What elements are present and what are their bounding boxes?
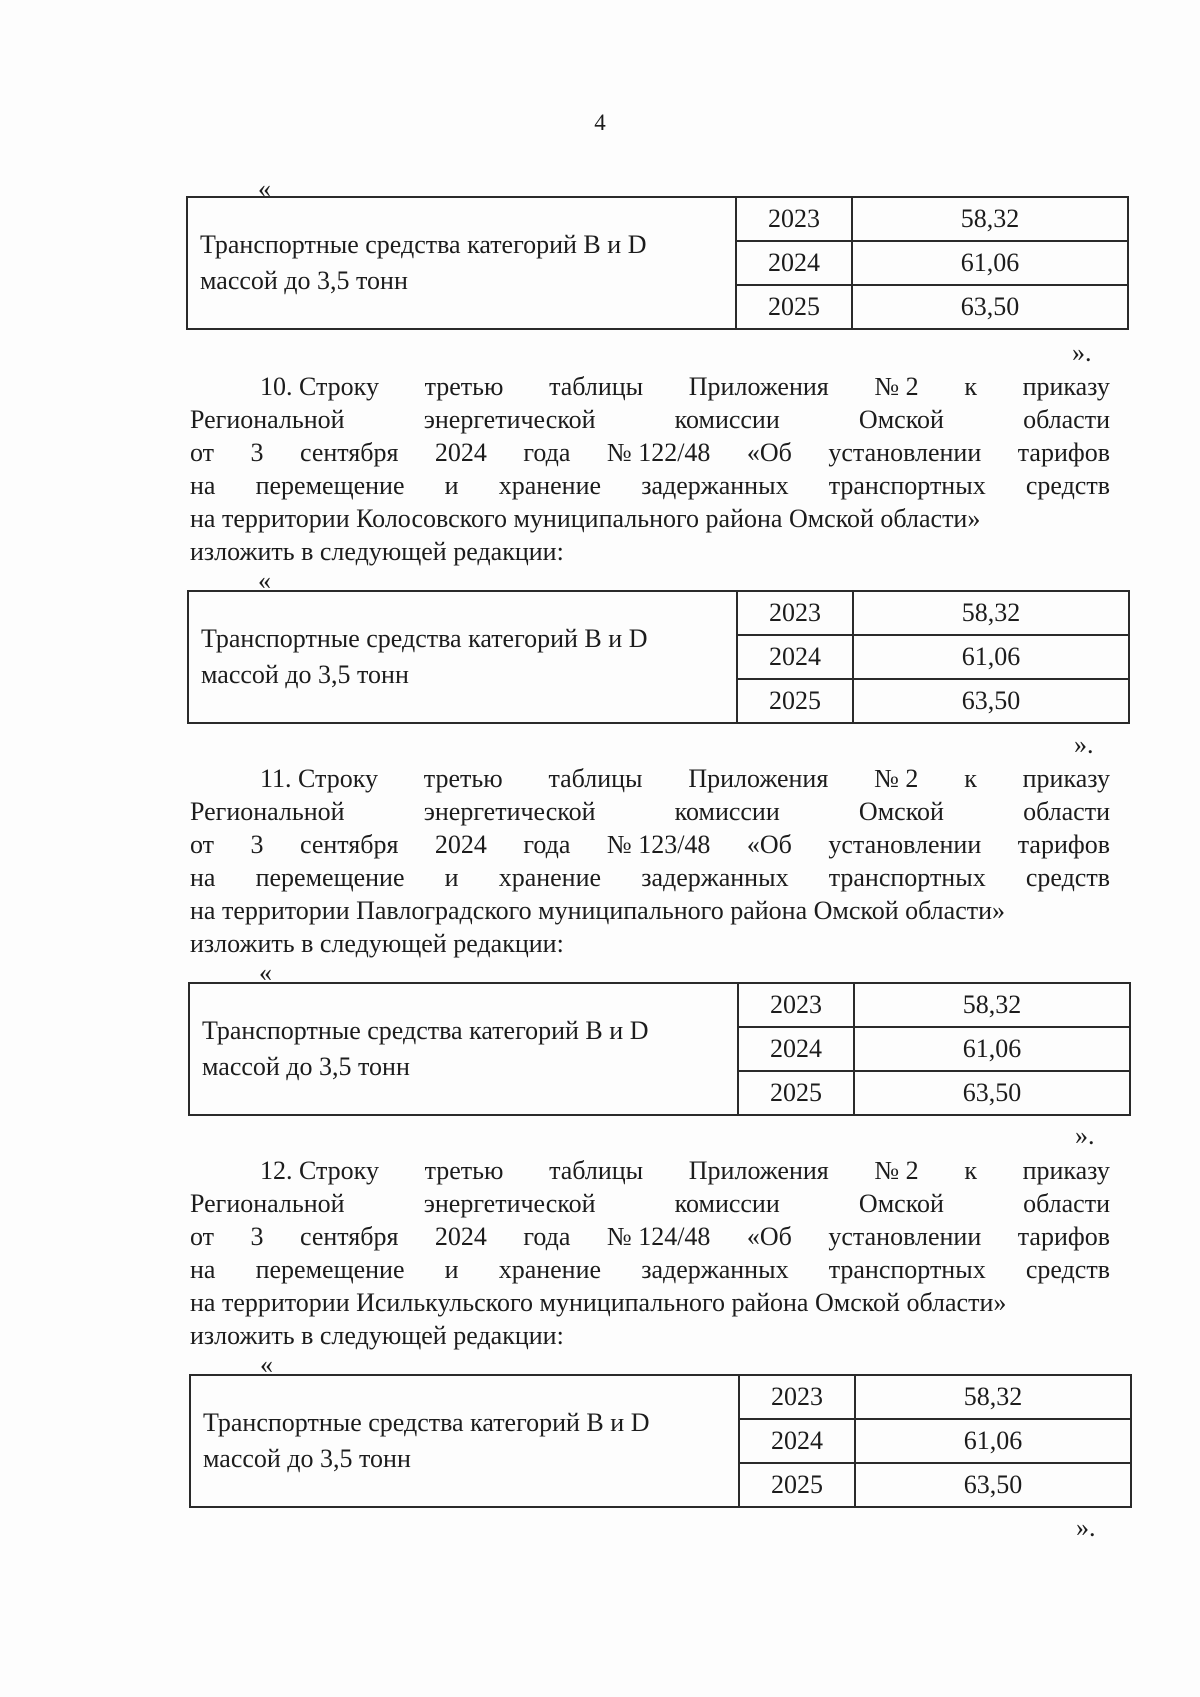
paragraph-word: средств [1025,471,1110,500]
paragraph-line [190,535,1110,568]
paragraph-line [190,795,1110,828]
paragraph-word: тарифов [1017,438,1110,467]
paragraph-word: энергетической [423,405,596,434]
paragraph-word: на [190,1255,216,1284]
paragraph-word: третью [424,372,504,401]
paragraph-word: перемещение [255,863,405,892]
paragraph-word: средств [1025,1255,1110,1284]
paragraph-word: 3 [250,1222,264,1251]
paragraph-word: комиссии [674,797,780,826]
tariff-value-cell: 63,50 [853,679,1129,723]
tariff-value-cell: 63,50 [854,1071,1130,1115]
paragraph-word: Омской [858,405,944,434]
year-cell: 2024 [737,635,853,679]
table-row [188,591,1129,635]
paragraph-word: № 2 [874,764,919,793]
paragraph-word: на территории Павлоградского муниципального района Омской области» [190,896,1006,925]
paragraph-word: транспортных [828,1255,986,1284]
paragraph-word: и [444,471,459,500]
year-cell: 2023 [739,1375,855,1419]
paragraph-word: установлении [828,1222,982,1251]
vehicle-category-cell: Транспортные средства категорий B и D массой до 3,5 тонн [188,591,737,723]
paragraph-word: на [190,863,216,892]
paragraph-word: Приложения [688,1156,829,1185]
paragraph-word: приказу [1022,764,1110,793]
paragraph-word: хранение [498,863,602,892]
paragraph-word: Приложения [688,764,829,793]
paragraph-word: сентября [299,830,399,859]
paragraph-word: на территории Исилькульского муниципального района Омской области» [190,1288,1007,1317]
year-cell: 2025 [736,285,852,329]
paragraph-word: изложить в следующей редакции: [190,929,564,958]
tariff-value-cell: 61,06 [853,635,1129,679]
tariff-value-cell: 58,32 [853,591,1129,635]
year-cell: 2023 [738,983,854,1027]
paragraph-line [190,469,1110,502]
paragraph-line [190,894,1110,927]
paragraph-word: № 122/48 [606,438,711,467]
paragraph-line [190,502,1110,535]
paragraph-word: 3 [250,830,264,859]
paragraph-word: хранение [498,1255,602,1284]
table-row [190,1375,1131,1419]
paragraph-word: «Об [746,1222,792,1251]
paragraph-word: области [1023,1189,1110,1218]
paragraph-word: таблицы [548,764,643,793]
paragraph-line [190,1187,1110,1220]
paragraph-word: от [190,438,215,467]
paragraph-word: тарифов [1017,830,1110,859]
tariff-table [188,982,1131,1116]
tariff-value-cell: 61,06 [854,1027,1130,1071]
paragraph-word: 2024 [434,438,487,467]
paragraph-word: третью [423,764,503,793]
year-cell: 2024 [738,1027,854,1071]
paragraph-word: Региональной [190,1189,345,1218]
paragraph-word: № 124/48 [606,1222,711,1251]
paragraph-word: сентября [299,1222,399,1251]
paragraph-word: таблицы [549,1156,644,1185]
paragraph-word: установлении [828,830,982,859]
tariff-value-cell: 63,50 [852,285,1128,329]
paragraph-line [190,1220,1110,1253]
paragraph-word: 2024 [434,1222,487,1251]
paragraph-word: задержанных [641,863,789,892]
page-number: 4 [594,110,606,135]
paragraph-word: изложить в следующей редакции: [190,537,564,566]
paragraph-word: «Об [746,438,792,467]
opening-quote: « [258,566,271,595]
year-cell: 2025 [737,679,853,723]
tariff-value-cell: 61,06 [855,1419,1131,1463]
paragraph-word: и [444,863,459,892]
paragraph-line [190,403,1110,436]
paragraph-line [190,1253,1110,1286]
opening-quote: « [260,1350,273,1379]
paragraph-word: приказу [1022,1156,1110,1185]
tariff-table [189,1374,1132,1508]
vehicle-category-cell: Транспортные средства категорий B и D массой до 3,5 тонн [190,1375,739,1507]
paragraph-word: 12. Строку [260,1156,379,1185]
paragraph-word: тарифов [1017,1222,1110,1251]
tariff-value-cell: 58,32 [854,983,1130,1027]
paragraph-word: № 123/48 [606,830,711,859]
paragraph-word: от [190,1222,215,1251]
tariff-table [186,196,1129,330]
paragraph-word: Омской [858,1189,944,1218]
paragraph-word: области [1023,797,1110,826]
closing-quote: ». [1074,730,1094,759]
tariff-value-cell: 58,32 [852,197,1128,241]
paragraph-line [190,436,1110,469]
paragraph-line [190,370,1110,403]
paragraph-word: таблицы [549,372,644,401]
paragraph-word: 10. Строку [260,372,379,401]
paragraph-word: перемещение [255,1255,405,1284]
tariff-table [187,590,1130,724]
paragraph-word: хранение [498,471,602,500]
closing-quote: ». [1076,1513,1096,1542]
paragraph-word: комиссии [674,405,780,434]
paragraph-word: задержанных [641,471,789,500]
paragraph-word: изложить в следующей редакции: [190,1321,564,1350]
paragraph-word: задержанных [641,1255,789,1284]
closing-quote: ». [1075,1121,1095,1150]
year-cell: 2024 [736,241,852,285]
paragraph-word: установлении [828,438,982,467]
paragraph-word: к [964,372,977,401]
tariff-value-cell: 58,32 [855,1375,1131,1419]
paragraph-line [190,1286,1110,1319]
paragraph-word: транспортных [828,471,986,500]
table-row [189,983,1130,1027]
paragraph-word: области [1023,405,1110,434]
paragraph-word: года [523,1222,571,1251]
paragraph-word: к [964,764,977,793]
paragraph-line [190,927,1110,960]
paragraph-word: энергетической [423,1189,596,1218]
paragraph-word: приказу [1022,372,1110,401]
vehicle-category-cell: Транспортные средства категорий B и D массой до 3,5 тонн [189,983,738,1115]
paragraph-word: энергетической [423,797,596,826]
tariff-value-cell: 63,50 [855,1463,1131,1507]
paragraph-word: к [964,1156,977,1185]
opening-quote: « [259,958,272,987]
closing-quote: ». [1072,338,1092,367]
paragraph-word: на территории Колосовского муниципального района Омской области» [190,504,981,533]
paragraph-line [190,828,1110,861]
paragraph-word: № 2 [874,372,919,401]
year-cell: 2025 [739,1463,855,1507]
paragraph-word: перемещение [255,471,405,500]
paragraph-line [190,1319,1110,1352]
year-cell: 2023 [736,197,852,241]
paragraph-line [190,861,1110,894]
year-cell: 2025 [738,1071,854,1115]
paragraph-word: 3 [250,438,264,467]
paragraph-line [190,762,1110,795]
paragraph-word: комиссии [674,1189,780,1218]
paragraph-word: «Об [746,830,792,859]
paragraph-10 [190,370,1110,568]
paragraph-word: средств [1025,863,1110,892]
paragraph-word: года [523,438,571,467]
year-cell: 2023 [737,591,853,635]
paragraph-word: года [523,830,571,859]
paragraph-word: Региональной [190,405,345,434]
vehicle-category-cell: Транспортные средства категорий B и D массой до 3,5 тонн [187,197,736,329]
paragraph-line [190,1154,1110,1187]
year-cell: 2024 [739,1419,855,1463]
paragraph-word: и [444,1255,459,1284]
paragraph-word: сентября [299,438,399,467]
paragraph-word: третью [424,1156,504,1185]
paragraph-word: Приложения [688,372,829,401]
paragraph-word: на [190,471,216,500]
paragraph-word: Омской [858,797,944,826]
paragraph-word: Региональной [190,797,345,826]
paragraph-word: 2024 [434,830,487,859]
paragraph-word: 11. Строку [260,764,378,793]
paragraph-word: от [190,830,215,859]
paragraph-word: № 2 [874,1156,919,1185]
table-row [187,197,1128,241]
paragraph-word: транспортных [828,863,986,892]
opening-quote: « [258,174,271,203]
tariff-value-cell: 61,06 [852,241,1128,285]
paragraph-12 [190,1154,1110,1352]
paragraph-11 [190,762,1110,960]
